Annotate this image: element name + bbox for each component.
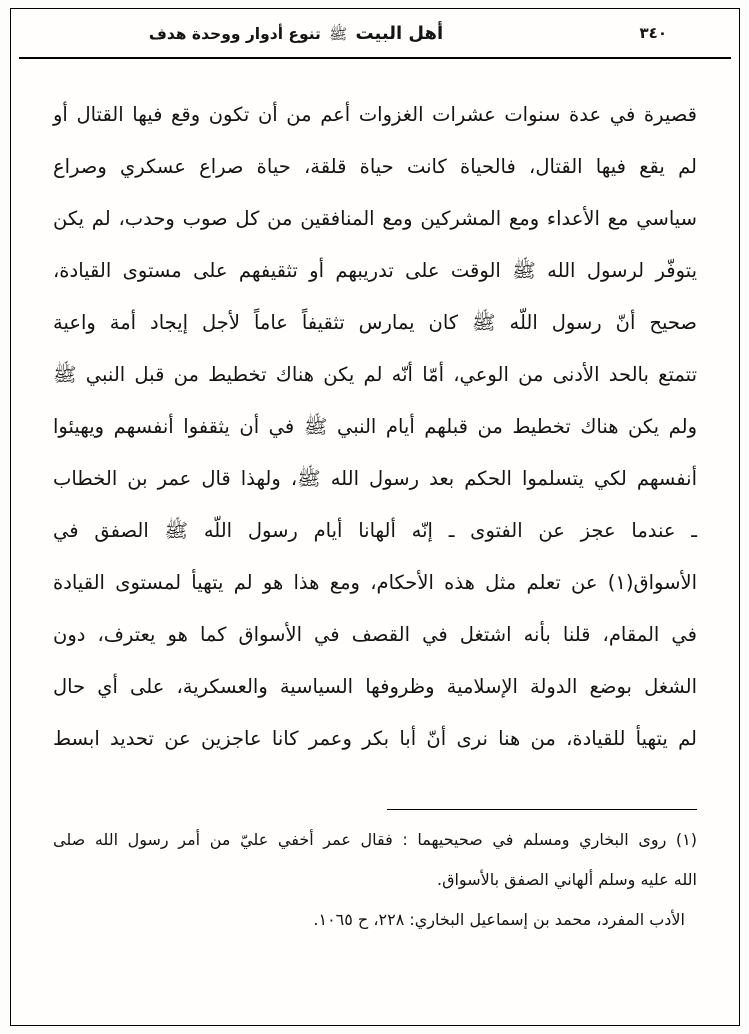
footnote (53, 820, 697, 940)
page-border-frame (10, 8, 740, 1026)
body-line: قصيرة في عدة سنوات عشرات الغزوات أعم من أن تكون وقع فيها القتال أو (53, 103, 697, 126)
body-line: ـ عندما عجز عن الفتوى ـ إنّه ألهانا أيام رسول اللّه ﷺ الصفق في (53, 519, 697, 542)
footnote-line: الأدب المفرد، محمد بن إسماعيل البخاري: ٢٢٨، ح ١٠٦٥. (313, 910, 685, 929)
body-line: الأسواق(١) عن تعلم مثل هذه الأحكام، ومع هذا هو لم يتهيأ لمستوى القيادة (53, 571, 697, 594)
footnote-separator (387, 809, 697, 810)
book-title: أهل البيت (355, 23, 444, 44)
footnote-line: (١) روى البخاري ومسلم في صحيحيهما : فقال عمر أخفي عليّ من أمر رسول الله صلى (53, 830, 697, 849)
running-head-title (146, 23, 446, 47)
header-divider (19, 57, 731, 59)
body-text (53, 89, 697, 765)
body-line: تتمتع بالحد الأدنى من الوعي، أمّا أنّه لم يكن هناك تخطيط من قبل النبي ﷺ (53, 363, 697, 386)
body-line: سياسي مع الأعداء ومع المشركين ومع المنافقين من كل صوب وحدب، لم يكن (53, 207, 697, 230)
footnote-line: الله عليه وسلم ألهاني الصفق بالأسواق. (436, 870, 697, 889)
body-line: في المقام، قلنا بأنه اشتغل في القصف في الأسواق كما هو يعترف، دون (53, 623, 697, 646)
prophet-salutation-icon: ﷺ (329, 25, 348, 43)
body-line: صحيح أنّ رسول اللّه ﷺ كان يمارس تثقيفاً عاماً لأجل إيجاد أمة واعية (53, 311, 697, 334)
chapter-subtitle: تنوع أدوار ووحدة هدف (148, 25, 321, 43)
page-header (11, 9, 739, 57)
body-line: أنفسهم لكي يتسلموا الحكم بعد رسول الله ﷺ، ولهذا قال عمر بن الخطاب (53, 467, 697, 490)
body-line: لم يقع فيها القتال، فالحياة كانت حياة قلقة، حياة صراع عسكري وصراع (53, 155, 697, 178)
body-line: ولم يكن هناك تخطيط من قبلهم أيام النبي ﷺ في أن يثقفوا أنفسهم ويهيئوا (53, 415, 697, 438)
body-line: الشغل بوضع الدولة الإسلامية وظروفها السياسية والعسكرية، على أي حال (53, 675, 697, 698)
page-number: ٣٤٠ (639, 24, 667, 42)
body-line: لم يتهيأ للقيادة، من هنا نرى أنّ أبا بكر وعمر كانا عاجزين عن تحديد ابسط (53, 727, 697, 750)
body-line: يتوفّر لرسول الله ﷺ الوقت على تدريبهم أو تثقيفهم على مستوى القيادة، (53, 259, 697, 282)
